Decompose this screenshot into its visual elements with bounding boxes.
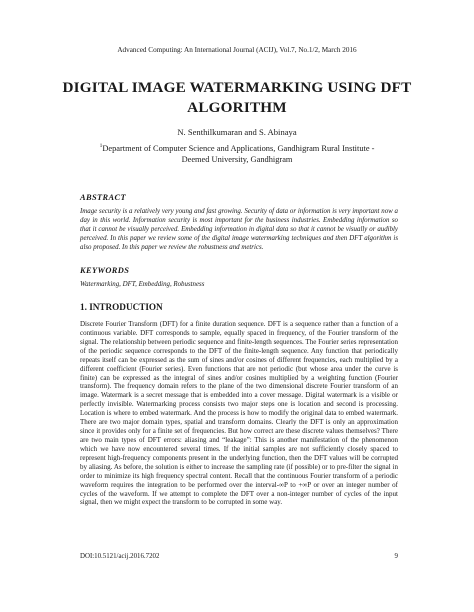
keywords-text: Watermarking, DFT, Embedding, Robustness xyxy=(80,281,205,288)
abstract-text: Image security is a relatively very young and fast growing. Security of data or information is very important now a day in this world. Information security is most important for the business industries. Embedding information so that it cannot be visually perceived. Embedding information in digital data so that it cannot be visually or audibly perceived. In this paper we review some of the digital image watermarking techniques and then DFT algorithm is also proposed. In this paper we review the robustness and metrics. xyxy=(80,208,398,251)
affiliation-marker: 1 xyxy=(99,143,103,149)
doi-link[interactable]: DOI:10.5121/acij.2016.7202 xyxy=(80,553,160,560)
paper-title xyxy=(0,78,474,118)
introduction-heading: 1. INTRODUCTION xyxy=(80,302,163,312)
keywords-heading: KEYWORDS xyxy=(80,266,130,275)
page-number: 9 xyxy=(394,553,398,560)
introduction-body: Discrete Fourier Transform (DFT) for a finite duration sequence. DFT is a sequence rather than a function of a continuous variable. DFT corresponds to sample, equally spaced in frequency, of the Fourier transform of the signal. The relationship between periodic sequence and finite-length sequences. The Fourier series representation of the periodic sequence corresponds to the DFT of the finite-length sequence. Any function that periodically repeats itself can be expressed as the sum of sines and/or cosines of different frequencies, each multiplied by a different coefficient (Fourier series). Even functions that are not periodic (but whose area under the curve is finite) can be expressed as the integral of sines and/or cosines multiplied by a weighting function (Fourier transform). The frequency domain refers to the plane of the two dimensional discrete Fourier transform of an image. Watermark is a secret message that is embedded into a cover message. Digital watermark is a visible or perfectly invisible. Watermarking process consists two major steps one is location and second is processing. Location is where to embed watermark. And the process is how to modify the original data to embed watermark. There are two major domain types, spatial and transform domains. Clearly the DFT is only an approximation since it provides only for a finite set of frequencies. But how correct are these discrete values themselves? There are two main types of DFT errors: aliasing and “leakage”: This is another manifestation of the phenomenon which we have now encountered several times. If the initial samples are not sufficiently closely spaced to represent high-frequency components present in the underlying function, then the DFT values will be corrupted by aliasing. As before, the solution is either to increase the sampling rate (if possible) or to pre-filter the signal in order to minimize its high frequency spectral content. Recall that the continuous Fourier transform of a periodic waveform requires the integration to be performed over the interval-∞P to +∞P or over an integer number of cycles of the waveform. If we attempt to complete the DFT over a non-integer number of cycles of the input signal, then we might expect the transform to be corrupted in some way. xyxy=(80,320,398,507)
paper-title-line-1: DIGITAL IMAGE WATERMARKING USING DFT xyxy=(62,79,412,96)
paper-title-line-2: ALGORITHM xyxy=(187,99,287,116)
paper-authors: N. Senthilkumaran and S. Abinaya xyxy=(177,127,297,137)
page-footer xyxy=(80,553,398,560)
affiliation-line-2: Deemed University, Gandhigram xyxy=(181,154,293,164)
journal-running-head: Advanced Computing: An International Journal (ACIJ), Vol.7, No.1/2, March 2016 xyxy=(117,46,357,54)
abstract-heading: ABSTRACT xyxy=(80,193,127,202)
affiliation-line-1: Department of Computer Science and Applications, Gandhigram Rural Institute - xyxy=(102,143,375,153)
author-affiliation xyxy=(0,141,474,165)
